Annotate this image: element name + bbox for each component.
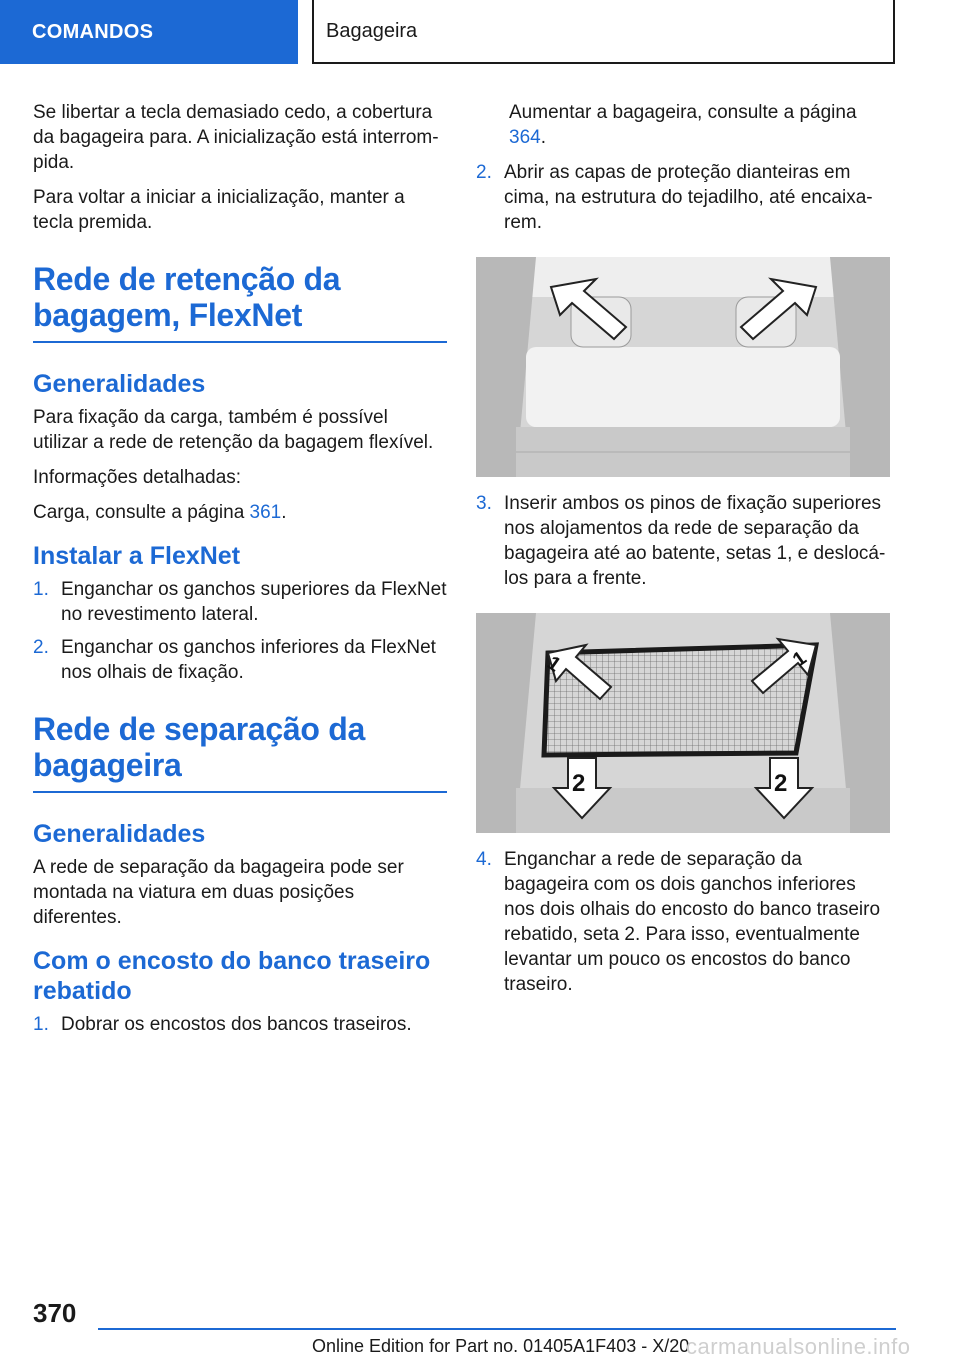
step-2: 2. Abrir as capas de proteção dianteiras em cima, na estrutura do tejadilho, até encaixarem.: [476, 162, 873, 233]
install-step: 2. Enganchar os ganchos inferiores da FlexNet nos olhais de fixação.: [33, 637, 436, 683]
trunk-illustration-1: [476, 257, 890, 477]
heading-generalidades-1: Generalidades: [33, 370, 206, 398]
page-title: Bagageira: [312, 0, 895, 64]
heading-generalidades-2: Generalidades: [33, 820, 206, 848]
figure-net-installed: [476, 613, 890, 833]
intro-paragraph-1: Se libertar a tecla demasiado cedo, a cobertura da bagageira para. A inicialização está interrompida.: [33, 102, 439, 173]
left-column: [33, 100, 447, 1045]
step-4: 4. Enganchar a rede de separação da bagageira com os dois ganchos inferiores nos dois olhais do encosto do banco traseiro rebatido, seta 2. Para isso, eventualmente levantar um pouco os encostos do banco traseiro.: [476, 849, 881, 995]
section-tab: COMANDOS: [0, 0, 298, 64]
watermark: carmanualsonline.info: [686, 1334, 911, 1359]
heading-instalar-flexnet: Instalar a FlexNet: [33, 542, 241, 570]
flexnet-paragraph-2: Informações detalhadas:: [33, 467, 242, 488]
flexnet-paragraph-1: Para fixação da carga, também é possível utilizar a rede de retenção da bagagem flexível.: [33, 407, 434, 453]
page-link-361[interactable]: 361: [249, 502, 282, 523]
arrow-label-2-right: 2: [774, 770, 788, 797]
right-column: [476, 100, 891, 1005]
trunk-illustration-2: [476, 613, 890, 833]
arrow-label-1-right: 1: [788, 647, 811, 672]
heading-flexnet: Rede de retenção da bagagem, FlexNet: [33, 261, 447, 343]
heading-separacao: Rede de separação da bagageira: [33, 711, 447, 793]
edition-text: Online Edition for Part no. 01405A1F403 - X/20: [312, 1336, 690, 1356]
encosto-step: 1. Dobrar os encostos dos bancos traseiros.: [33, 1014, 412, 1035]
flexnet-paragraph-3: Carga, consulte a página 361.: [33, 502, 287, 523]
separacao-paragraph-1: A rede de separação da bagageira pode ser montada na viatura em duas posições diferentes.: [33, 857, 404, 928]
page-link-364[interactable]: 364: [509, 127, 541, 148]
arrow-label-2-left: 2: [572, 770, 586, 797]
heading-encosto-rebatido: Com o encosto do banco traseiro rebatido: [33, 947, 431, 1005]
page-number: 370: [33, 1298, 77, 1328]
figure-roof-caps: [476, 257, 890, 477]
install-step: 1. Enganchar os ganchos superiores da FlexNet no revestimento lateral.: [33, 579, 447, 625]
intro-paragraph-2: Para voltar a iniciar a inicialização, manter a tecla premida.: [33, 187, 405, 233]
footer-divider: [98, 1328, 896, 1330]
arrow-label-1-left: 1: [542, 651, 565, 677]
continued-paragraph: Aumentar a bagageira, consulte a página 364.: [509, 102, 857, 148]
step-3: 3. Inserir ambos os pinos de fixação superiores nos alojamentos da rede de separação da bagageira até ao batente, setas 1, e deslocá-los para a frente.: [476, 493, 886, 589]
